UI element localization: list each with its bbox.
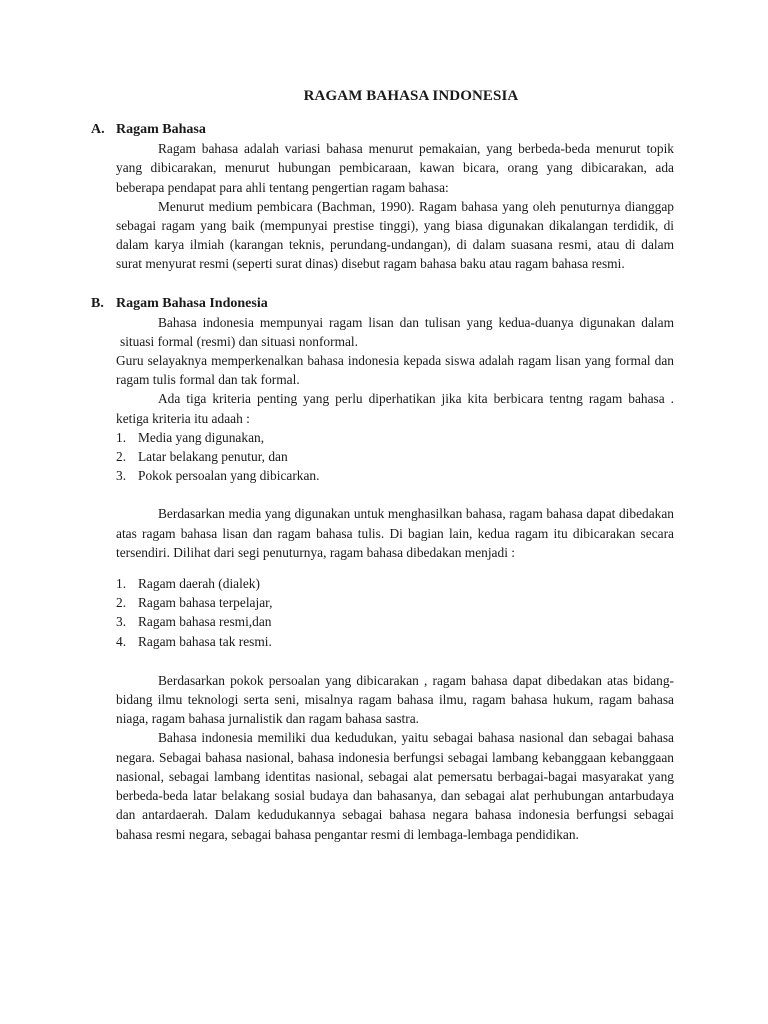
section-b-paragraph-6: Bahasa indonesia memiliki dua kedudukan, yaitu sebagai bahasa nasional dan sebagai bahasa negara. Sebagai bahasa nasional, bahasa indonesia berfungsi sebagai lambang kebanggaan kebanggaan nasional, sebagai lambang identitas nasional, sebagai alat pemersatu berbagai-bagai masyarakat yang berbeda-beda latar belakang sosial budaya dan bahasanya, dan sebagai alat perhubungan antarbudaya dan antardaerah. Dalam kedudukannya sebagai bahasa negara bahasa indonesia berfungsi sebagai bahasa resmi negara, sebagai bahasa pengantar resmi di lembaga-lembaga pendidikan. [116,730,674,842]
list-item: 3. Pokok persoalan yang dibicarkan. [116,468,320,484]
section-b-paragraph-4: Berdasarkan media yang digunakan untuk menghasilkan bahasa, ragam bahasa dapat dibedakan atas ragam bahasa lisan dan ragam bahasa tulis. Di bagian lain, kedua ragam itu dibicarakan secara tersendiri. Dilihat dari segi penuturnya, ragam bahasa dibedakan menjadi : [116,506,674,560]
section-b-letter: B. [91,295,104,311]
section-b-paragraph-2: Guru selayaknya memperkenalkan bahasa indonesia kepada siswa adalah ragam lisan yang formal dan ragam tulis formal dan tak formal. [116,353,674,388]
list-item: 1. Media yang digunakan, [116,429,265,445]
section-a-heading [91,120,674,139]
list-item: 4. Ragam bahasa tak resmi. [116,633,272,649]
list-item: 2. Latar belakang penutur, dan [116,449,288,465]
section-b [91,294,674,844]
section-a [91,120,674,273]
section-a-title: Ragam Bahasa [116,122,206,138]
section-b-heading [91,294,674,313]
section-a-paragraph-1: Ragam bahasa adalah variasi bahasa menurut pemakaian, yang berbeda-beda menurut topik yang dibicarakan, menurut hubungan pembicaraan, kawan bicara, orang yang dibicarakan, ada beberapa pendapat para ahli tentang pengertian ragam bahasa: [116,141,674,195]
list-item: 1. Ragam daerah (dialek) [116,576,260,592]
section-a-paragraph-2: Menurut medium pembicara (Bachman, 1990). Ragam bahasa yang oleh penuturnya dianggap sebagai ragam yang baik (mempunyai prestise tinggi), yang biasa digunakan dikalangan terdidik, di dalam karya ilmiah (karangan teknis, perundang-undangan), di dalam suasana resmi, atau di dalam surat menyurat resmi (seperti surat dinas) disebut ragam bahasa baku atau ragam bahasa resmi. [116,198,674,272]
section-b-paragraph-3: Ada tiga kriteria penting yang perlu diperhatikan jika kita berbicara tentng ragam bahasa . ketiga kriteria itu adaah : [116,391,674,426]
list-item: 3. Ragam bahasa resmi,dan [116,614,272,630]
types-list [116,574,674,651]
page-title: RAGAM BAHASA INDONESIA [303,88,519,104]
list-item: 2. Ragam bahasa terpelajar, [116,595,273,611]
section-b-paragraph-5: Berdasarkan pokok persoalan yang dibicarakan , ragam bahasa dapat dibedakan atas bidang-bidang ilmu teknologi serta seni, misalnya ragam bahasa ilmu, ragam bahasa hukum, ragam bahasa niaga, ragam bahasa jurnalistik dan ragam bahasa sastra. [116,672,674,727]
section-b-title: Ragam Bahasa Indonesia [116,295,268,311]
section-b-paragraph-1: Bahasa indonesia mempunyai ragam lisan dan tulisan yang kedua-duanya digunakan dalam situasi formal (resmi) dan situasi nonformal. [120,314,674,349]
criteria-list [116,428,674,486]
section-a-letter: A. [91,122,105,138]
